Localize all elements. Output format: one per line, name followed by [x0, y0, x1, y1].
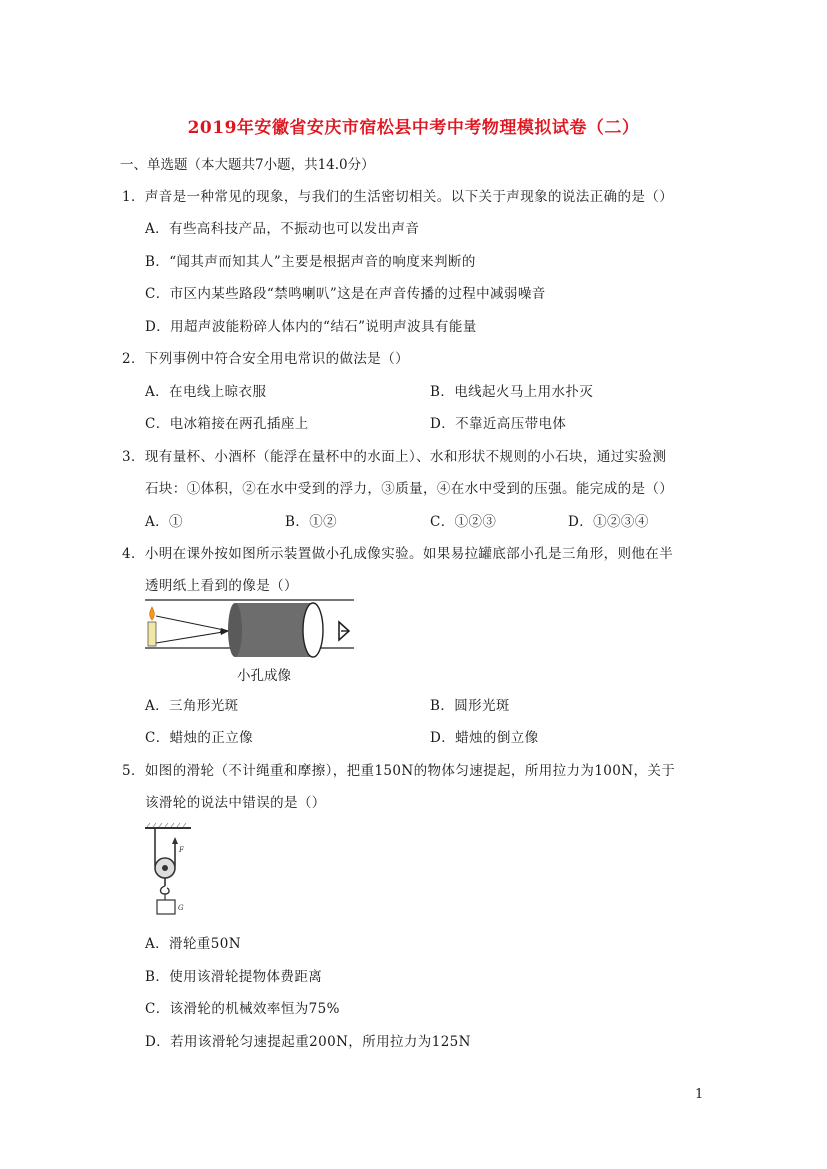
question-1-option-b: B．“闻其声而知其人”主要是根据声音的响度来判断的 — [145, 254, 476, 270]
page-number: 1 — [695, 1087, 704, 1102]
section-heading: 一、单选题（本大题共7小题，共14.0分） — [120, 157, 375, 173]
question-3-option-c: C．①②③ — [430, 514, 497, 530]
question-5-stem-line1: 5．如图的滑轮（不计绳重和摩擦），把重150N的物体匀速提起，所用拉力为100N，关于 — [122, 763, 676, 779]
question-2-option-d: D．不靠近高压带电体 — [430, 416, 567, 432]
question-1-option-d: D．用超声波能粉碎人体内的“结石”说明声波具有能量 — [145, 319, 477, 335]
pinhole-imaging-figure — [143, 598, 356, 684]
question-5-option-b: B．使用该滑轮提物体费距离 — [145, 969, 323, 985]
question-3-option-d: D．①②③④ — [568, 514, 649, 530]
question-1-option-c: C．市区内某些路段“禁鸣喇叭”这是在声音传播的过程中减弱噪音 — [145, 286, 546, 302]
pulley-figure — [143, 822, 193, 920]
question-2-option-b: B．电线起火马上用水扑灭 — [430, 384, 594, 400]
question-3-stem-line2: 石块：①体积，②在水中受到的浮力，③质量，④在水中受到的压强。能完成的是（） — [145, 481, 674, 497]
question-2-option-a: A．在电线上晾衣服 — [145, 384, 267, 400]
question-5-option-d: D．若用该滑轮匀速提起重200N，所用拉力为125N — [145, 1034, 471, 1050]
question-4-stem-line1: 4．小明在课外按如图所示装置做小孔成像实验。如果易拉罐底部小孔是三角形，则他在半 — [122, 546, 674, 562]
question-4-stem-line2: 透明纸上看到的像是（） — [145, 578, 298, 594]
question-4-option-d: D．蜡烛的倒立像 — [430, 730, 539, 746]
question-1-option-a: A．有些高科技产品，不振动也可以发出声音 — [145, 221, 420, 237]
page-title: 2019年安徽省安庆市宿松县中考中考物理模拟试卷（二） — [187, 118, 640, 138]
question-5-option-c: C．该滑轮的机械效率恒为75% — [145, 1001, 340, 1017]
pulley-wheel-icon — [155, 858, 175, 878]
question-2-stem: 2．下列事例中符合安全用电常识的做法是（） — [122, 351, 409, 367]
question-4-option-b: B．圆形光斑 — [430, 698, 510, 714]
question-3-stem-line1: 3．现有量杯、小酒杯（能浮在量杯中的水面上）、水和形状不规则的小石块，通过实验测 — [122, 449, 667, 465]
question-3-option-b: B．①② — [285, 514, 338, 530]
question-4-option-a: A．三角形光斑 — [145, 698, 239, 714]
weight-label: G — [178, 904, 184, 912]
force-label: F — [179, 846, 184, 854]
question-4-option-c: C．蜡烛的正立像 — [145, 730, 254, 746]
question-1-stem: 1．声音是一种常见的现象，与我们的生活密切相关。以下关于声现象的说法正确的是（） — [122, 189, 674, 205]
figure-caption: 小孔成像 — [237, 668, 291, 684]
question-5-stem-line2: 该滑轮的说法中错误的是（） — [145, 795, 326, 811]
question-5-option-a: A．滑轮重50N — [145, 936, 241, 952]
question-2-option-c: C．电冰箱接在两孔插座上 — [145, 416, 309, 432]
question-3-option-a: A．① — [145, 514, 183, 530]
